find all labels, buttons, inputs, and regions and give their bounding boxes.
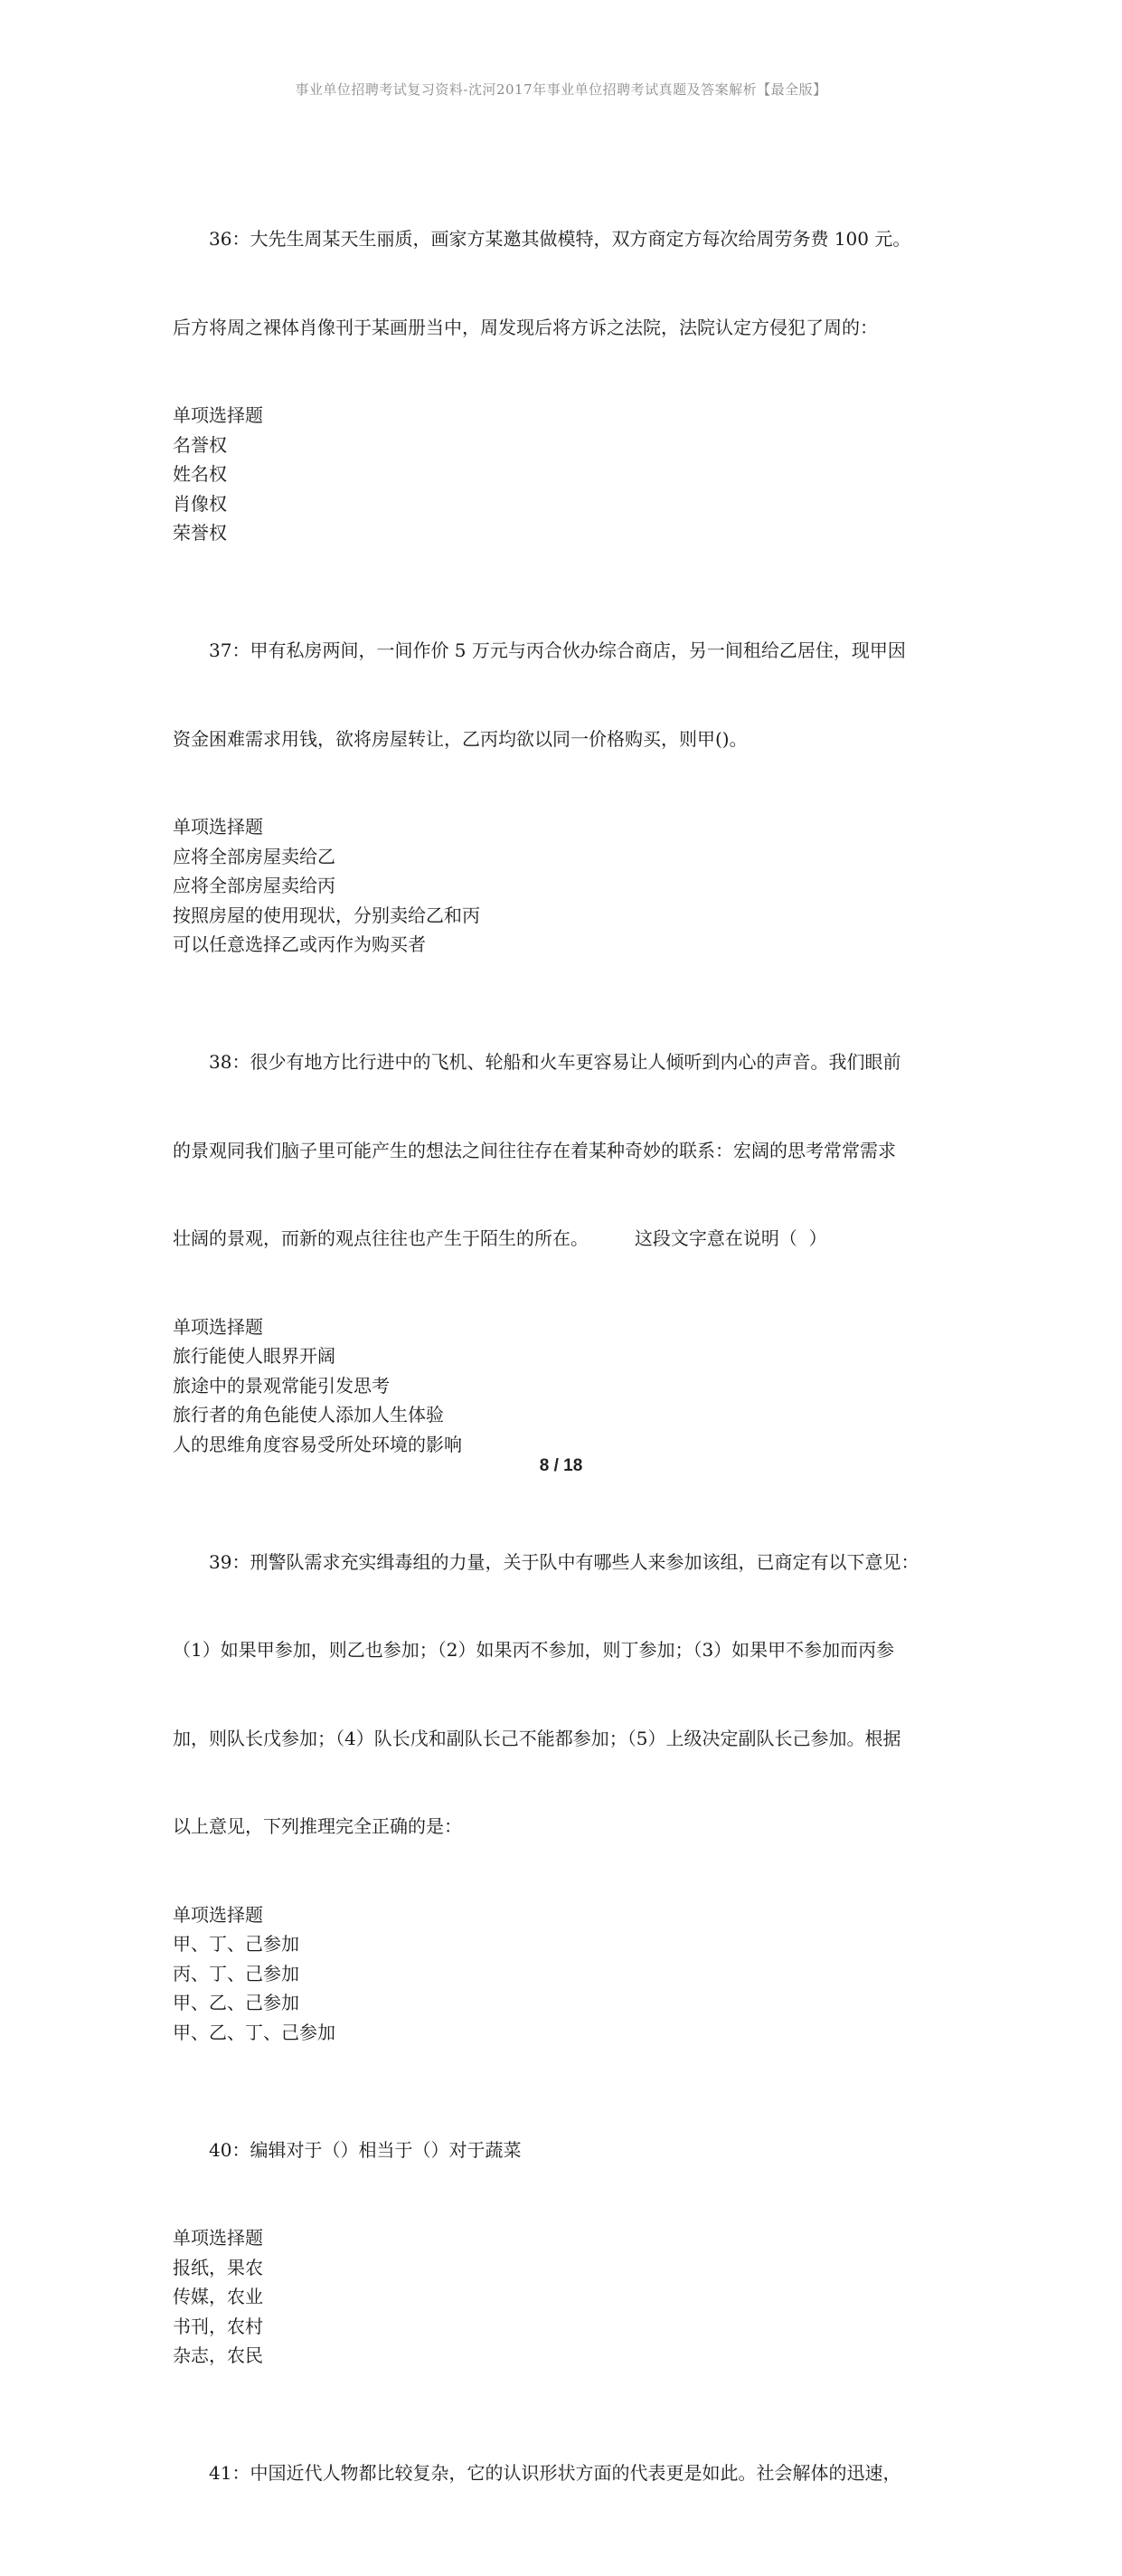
question-type: 单项选择题 [173,1315,263,1338]
option-a: 报纸，果农 [173,2256,263,2278]
question-text [173,2400,968,2547]
question-line: （1）如果甲参加，则乙也参加；（2）如果丙不参加，则丁参加；（3）如果甲不参加而丙参 [173,1639,895,1661]
page-number: 8 / 18 [539,1456,583,1475]
question-40 [173,2077,968,2371]
question-line: 的景观同我们脑子里可能产生的想法之间往往存在着某种奇妙的联系：宏阔的思考常常需求 [173,1139,896,1161]
document-body [173,166,968,2576]
option-c: 书刊，农村 [173,2315,263,2337]
option-a: 应将全部房屋卖给乙 [173,845,335,867]
question-41 [173,2400,968,2547]
question-37 [173,577,968,960]
question-line: 36：大先生周某天生丽质，画家方某邀其做模特，双方商定方每次给周劳务费 100 元。 [209,228,911,250]
option-a: 甲、丁、己参加 [173,1933,299,1955]
question-line: 37：甲有私房两间，一间作价 5 万元与丙合伙办综合商店，另一间租给乙居住，现甲因 [209,639,906,661]
question-38 [173,989,968,1459]
option-b: 姓名权 [173,463,227,485]
question-36 [173,166,968,548]
question-line: 39：刑警队需求充实缉毒组的力量，关于队中有哪些人来参加该组，已商定有以下意见： [209,1550,919,1573]
option-a: 名誉权 [173,433,227,456]
question-type: 单项选择题 [173,1903,263,1926]
option-d: 可以任意选择乙或丙作为购买者 [173,933,426,955]
option-c: 甲、乙、己参加 [173,1992,299,2013]
question-type: 单项选择题 [173,816,263,838]
option-d: 人的思维角度容易受所处环境的影响 [173,1433,462,1455]
option-d: 荣誉权 [173,522,227,544]
running-header: 事业单位招聘考试复习资料-沈河2017年事业单位招聘考试真题及答案解析【最全版】 [295,81,827,98]
option-b: 传媒，农业 [173,2286,263,2307]
option-c: 旅行者的角色能使人添加人生体验 [173,1404,444,1425]
option-a: 旅行能使人眼界开阔 [173,1345,335,1367]
option-b: 应将全部房屋卖给丙 [173,875,335,896]
option-c: 肖像权 [173,492,227,515]
option-c: 按照房屋的使用现状，分别卖给乙和丙 [173,904,480,926]
option-b: 丙、丁、己参加 [173,1962,299,1984]
question-text [173,166,968,401]
question-line: 加，则队长戊参加；（4）队长戊和副队长己不能都参加；（5）上级决定副队长己参加。根据 [173,1727,901,1749]
question-text [173,1489,968,1900]
question-text [173,577,968,812]
question-text [173,2077,968,2224]
question-line: 41：中国近代人物都比较复杂，它的认识形状方面的代表更是如此。社会解体的迅速， [209,2462,901,2484]
question-type: 单项选择题 [173,404,263,426]
option-d: 杂志，农民 [173,2344,263,2366]
question-line: 壮阔的景观，而新的观点往往也产生于陌生的所在。 这段文字意在说明（ ） [173,1227,827,1249]
option-b: 旅途中的景观常能引发思考 [173,1374,390,1397]
question-line: 资金困难需求用钱，欲将房屋转让，乙丙均欲以同一价格购买，则甲()。 [173,727,748,750]
question-line: 后方将周之裸体肖像刊于某画册当中，周发现后将方诉之法院，法院认定方侵犯了周的： [173,316,878,338]
question-line: 38：很少有地方比行进中的飞机、轮船和火车更容易让人倾听到内心的声音。我们眼前 [209,1051,901,1073]
question-39 [173,1489,968,2048]
question-text [173,989,968,1312]
question-type: 单项选择题 [173,2227,263,2249]
option-d: 甲、乙、丁、己参加 [173,2021,335,2043]
question-line: 40：编辑对于（）相当于（）对于蔬菜 [209,2138,522,2161]
question-line: 以上意见，下列推理完全正确的是： [173,1815,462,1837]
